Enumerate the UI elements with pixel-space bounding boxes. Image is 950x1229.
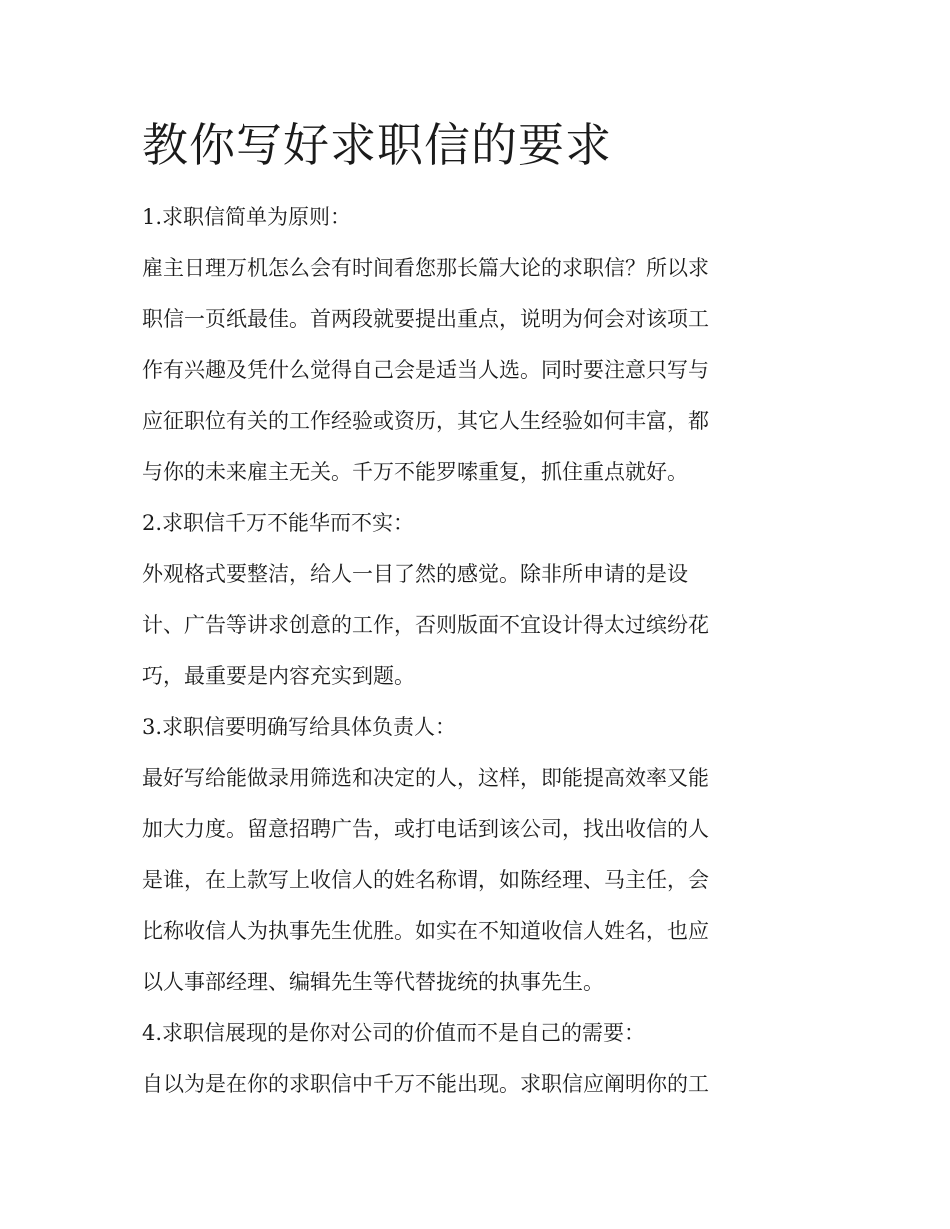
section-paragraph [142, 1059, 812, 1110]
section-4 [142, 1008, 812, 1110]
section-3 [142, 702, 812, 1008]
section-paragraph [142, 243, 812, 498]
paragraph-line: 巧，最重要是内容充实到题。 [142, 664, 415, 688]
section-paragraph [142, 549, 812, 702]
section-heading: 4.求职信展现的是你对公司的价值而不是自己的需要： [142, 1021, 646, 1045]
paragraph-line: 与你的未来雇主无关。千万不能罗嗦重复，抓住重点就好。 [142, 460, 688, 484]
paragraph-line: 外观格式要整洁，给人一目了然的感觉。除非所申请的是设 [142, 562, 688, 586]
paragraph-line: 比称收信人为执事先生优胜。如实在不知道收信人姓名，也应 [142, 919, 709, 943]
section-heading: 3.求职信要明确写给具体负责人： [142, 715, 457, 739]
page-title: 教你写好求职信的要求 [142, 118, 612, 172]
section-1 [142, 192, 812, 498]
paragraph-line: 以人事部经理、编辑先生等代替拢统的执事先生。 [142, 970, 604, 994]
paragraph-line: 雇主日理万机怎么会有时间看您那长篇大论的求职信？所以求 [142, 256, 709, 280]
section-2 [142, 498, 812, 702]
section-heading: 1.求职信简单为原则： [142, 205, 352, 229]
paragraph-line: 作有兴趣及凭什么觉得自己会是适当人选。同时要注意只写与 [142, 358, 709, 382]
paragraph-line: 职信一页纸最佳。首两段就要提出重点，说明为何会对该项工 [142, 307, 709, 331]
section-heading: 2.求职信千万不能华而不实： [142, 511, 415, 535]
paragraph-line: 加大力度。留意招聘广告，或打电话到该公司，找出收信的人 [142, 817, 709, 841]
paragraph-line: 自以为是在你的求职信中千万不能出现。求职信应阐明你的工 [142, 1072, 709, 1096]
paragraph-line: 是谁，在上款写上收信人的姓名称谓，如陈经理、马主任，会 [142, 868, 709, 892]
section-paragraph [142, 753, 812, 1008]
paragraph-line: 最好写给能做录用筛选和决定的人，这样，即能提高效率又能 [142, 766, 709, 790]
paragraph-line: 应征职位有关的工作经验或资历，其它人生经验如何丰富，都 [142, 409, 709, 433]
paragraph-line: 计、广告等讲求创意的工作，否则版面不宜设计得太过缤纷花 [142, 613, 709, 637]
document-page [142, 112, 812, 1110]
